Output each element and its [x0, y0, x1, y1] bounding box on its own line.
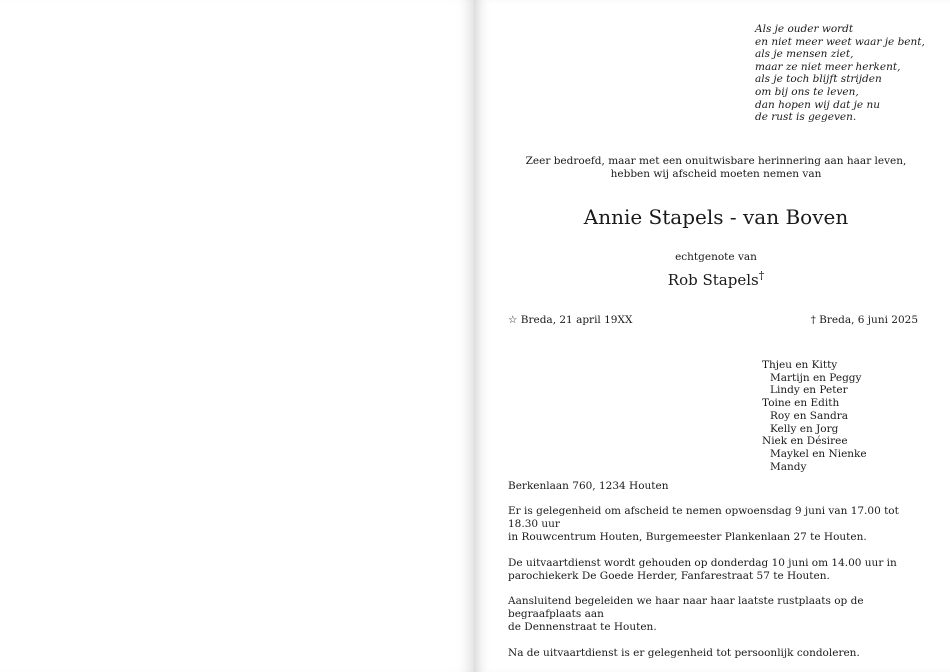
poem-line: de rust is gegeven.: [755, 111, 857, 124]
spouse-line: [474, 266, 950, 290]
poem-line: als je toch blijft strijden: [755, 73, 882, 86]
cross-icon: †: [758, 269, 765, 282]
family-member: Mandy: [770, 460, 807, 473]
paragraph-line: Er is gelegenheid om afscheid te nemen opwoensdag 9 juni van 17.00 tot 18.30 uur: [508, 505, 899, 530]
arrangements: [508, 505, 920, 672]
birth-line: [508, 314, 632, 327]
family-list: [762, 359, 867, 473]
paragraph-line: Aansluitend begeleiden we haar naar haar laatste rustplaats op de begraafplaats aan: [508, 595, 864, 620]
intro-line: Zeer bedroefd, maar met een onuitwisbare herinnering aan haar leven,: [525, 155, 907, 167]
paragraph: [508, 647, 920, 660]
poem-line: en niet meer weet waar je bent,: [755, 35, 925, 48]
family-member: Niek en Désiree: [762, 435, 848, 448]
family-member: Toine en Edith: [762, 397, 840, 410]
spouse-name: Rob Stapels: [667, 271, 759, 289]
family-member: Thjeu en Kitty: [762, 359, 838, 371]
poem-line: dan hopen wij dat je nu: [755, 98, 881, 111]
death-text: Breda, 6 juni 2025: [819, 314, 918, 326]
paragraph: [508, 505, 920, 544]
cross-icon: †: [810, 314, 816, 326]
family-member: Lindy en Peter: [770, 384, 848, 397]
paragraph-line: De uitvaartdienst wordt gehouden op donderdag 10 juni om 14.00 uur in: [508, 556, 897, 569]
deceased-name: Annie Stapels - van Boven: [583, 205, 849, 229]
family-member: Kelly en Jorg: [770, 422, 839, 435]
death-line: [811, 314, 918, 327]
poem-line: Als je ouder wordt: [755, 23, 854, 35]
left-page-blank: [0, 0, 474, 672]
spouse-label: echtgenote van: [675, 251, 757, 263]
poem: [755, 23, 925, 124]
poem-line: maar ze niet meer herkent,: [755, 60, 901, 73]
intro-line: hebben wij afscheid moeten nemen van: [610, 168, 822, 180]
family-member: Roy en Sandra: [770, 409, 849, 422]
intro-text: [474, 155, 950, 181]
paragraph: [508, 595, 920, 634]
family-member: Martijn en Peggy: [770, 371, 862, 384]
paragraph-line: in Rouwcentrum Houten, Burgemeester Plankenlaan 27 te Houten.: [508, 531, 867, 543]
star-icon: ☆: [508, 314, 518, 326]
address: Berkenlaan 760, 1234 Houten: [508, 480, 669, 492]
paragraph-line: Na de uitvaartdienst is er gelegenheid tot persoonlijk condoleren.: [508, 646, 860, 659]
poem-line: om bij ons te leven,: [755, 85, 859, 98]
paragraph: [508, 557, 920, 583]
paragraph-line: parochiekerk De Goede Herder, Fanfarestraat 57 te Houten.: [508, 569, 830, 582]
poem-line: als je mensen ziet,: [755, 48, 854, 61]
paragraph-line: de Dennenstraat te Houten.: [508, 621, 657, 633]
family-member: Maykel en Nienke: [770, 447, 867, 460]
birth-text: Breda, 21 april 19XX: [520, 314, 633, 326]
